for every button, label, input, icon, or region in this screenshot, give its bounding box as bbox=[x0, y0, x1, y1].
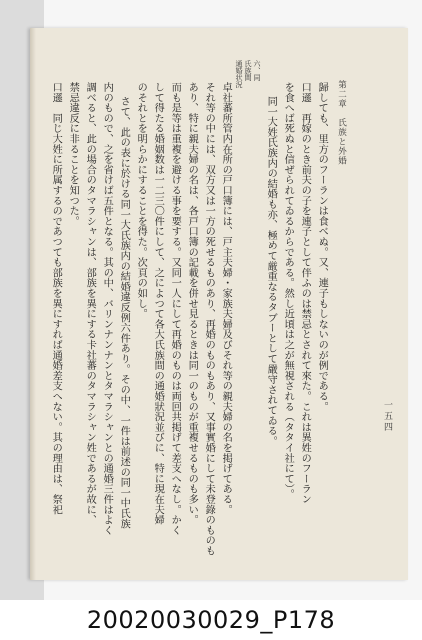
text-line: 調べると、此の場合のタマラシャンは、部族を異にする卡社蕃のタマラシャン姓であるが故に、 bbox=[84, 82, 96, 525]
text-line: 禁忌違反に非ることを知つた。 bbox=[67, 82, 79, 227]
image-caption: 20020030029_P178 bbox=[86, 606, 336, 634]
text-line: を食へば死ぬと信ぜられてゐるからである。然し近頃は之が無視される（タタイ社にて）。 bbox=[282, 82, 294, 500]
text-line: して得たる婚姻数は一二三〇件にして、之によつて各大氏族間の通婚狀況並びに、特に現在夫婦 bbox=[152, 82, 164, 525]
text-line: 口遜 再嫁のとき前夫の子を連子として伴ふのは禁忌とされて來た。これは異姓のフーラン bbox=[299, 82, 311, 505]
side-note-line: 氏族間 bbox=[244, 60, 252, 81]
text-line: 卓社蕃所管内在所の戸口簿には、戸主夫婦・家族夫婦及びそれ等の親夫婦の名を掲げてある。 bbox=[220, 82, 232, 515]
text-line: のそれとを明らかにすることを得た。次頁の如し。 bbox=[135, 82, 147, 319]
text-line: 而も是等は重複を避ける事を要する。又同一人にして再婚のものは両回共掲げて差支へなし。かく bbox=[169, 82, 181, 536]
text-line: 同一大姓氏族内の結婚も亦、極めて厳重なるタブーとして嚴守されてゐる。 bbox=[265, 96, 277, 447]
page-gutter-shadow bbox=[30, 28, 36, 580]
running-head: 第二章 氏族と外婚 bbox=[336, 80, 347, 166]
side-note-line: 六、同 bbox=[253, 60, 261, 81]
text-line: 内のもので、之を省けば五件となる。其の中、バリンナンナンとタマラシャンとの通婚三件はよく bbox=[101, 82, 113, 536]
text-line: さて、此の表に於ける同一大氏族内の結婚違反例六件あり。その中、一件は前述の同一中氏族 bbox=[118, 96, 130, 529]
text-line: それ等の中には、双方又は一方の死せるものあり、再婚のものもあり、又事實婚にして未登錄のものも bbox=[203, 82, 215, 556]
side-note-line: 通婚状況 bbox=[235, 60, 243, 88]
text-line: あり、特に親夫婦の名は、各戸口簿の記載を併せ見るときは同一のものが重複せるものも多い。 bbox=[186, 82, 198, 525]
text-line: 口遜 同じ大姓に所属するのであつても部族を異にすれば通婚差支へない。其の理由は、祭祀 bbox=[50, 82, 62, 515]
page-number: 一五四 bbox=[382, 400, 392, 433]
text-line: 歸しても、里方のフーランは食べぬ。又、連子もしないのが例である。 bbox=[316, 82, 328, 412]
